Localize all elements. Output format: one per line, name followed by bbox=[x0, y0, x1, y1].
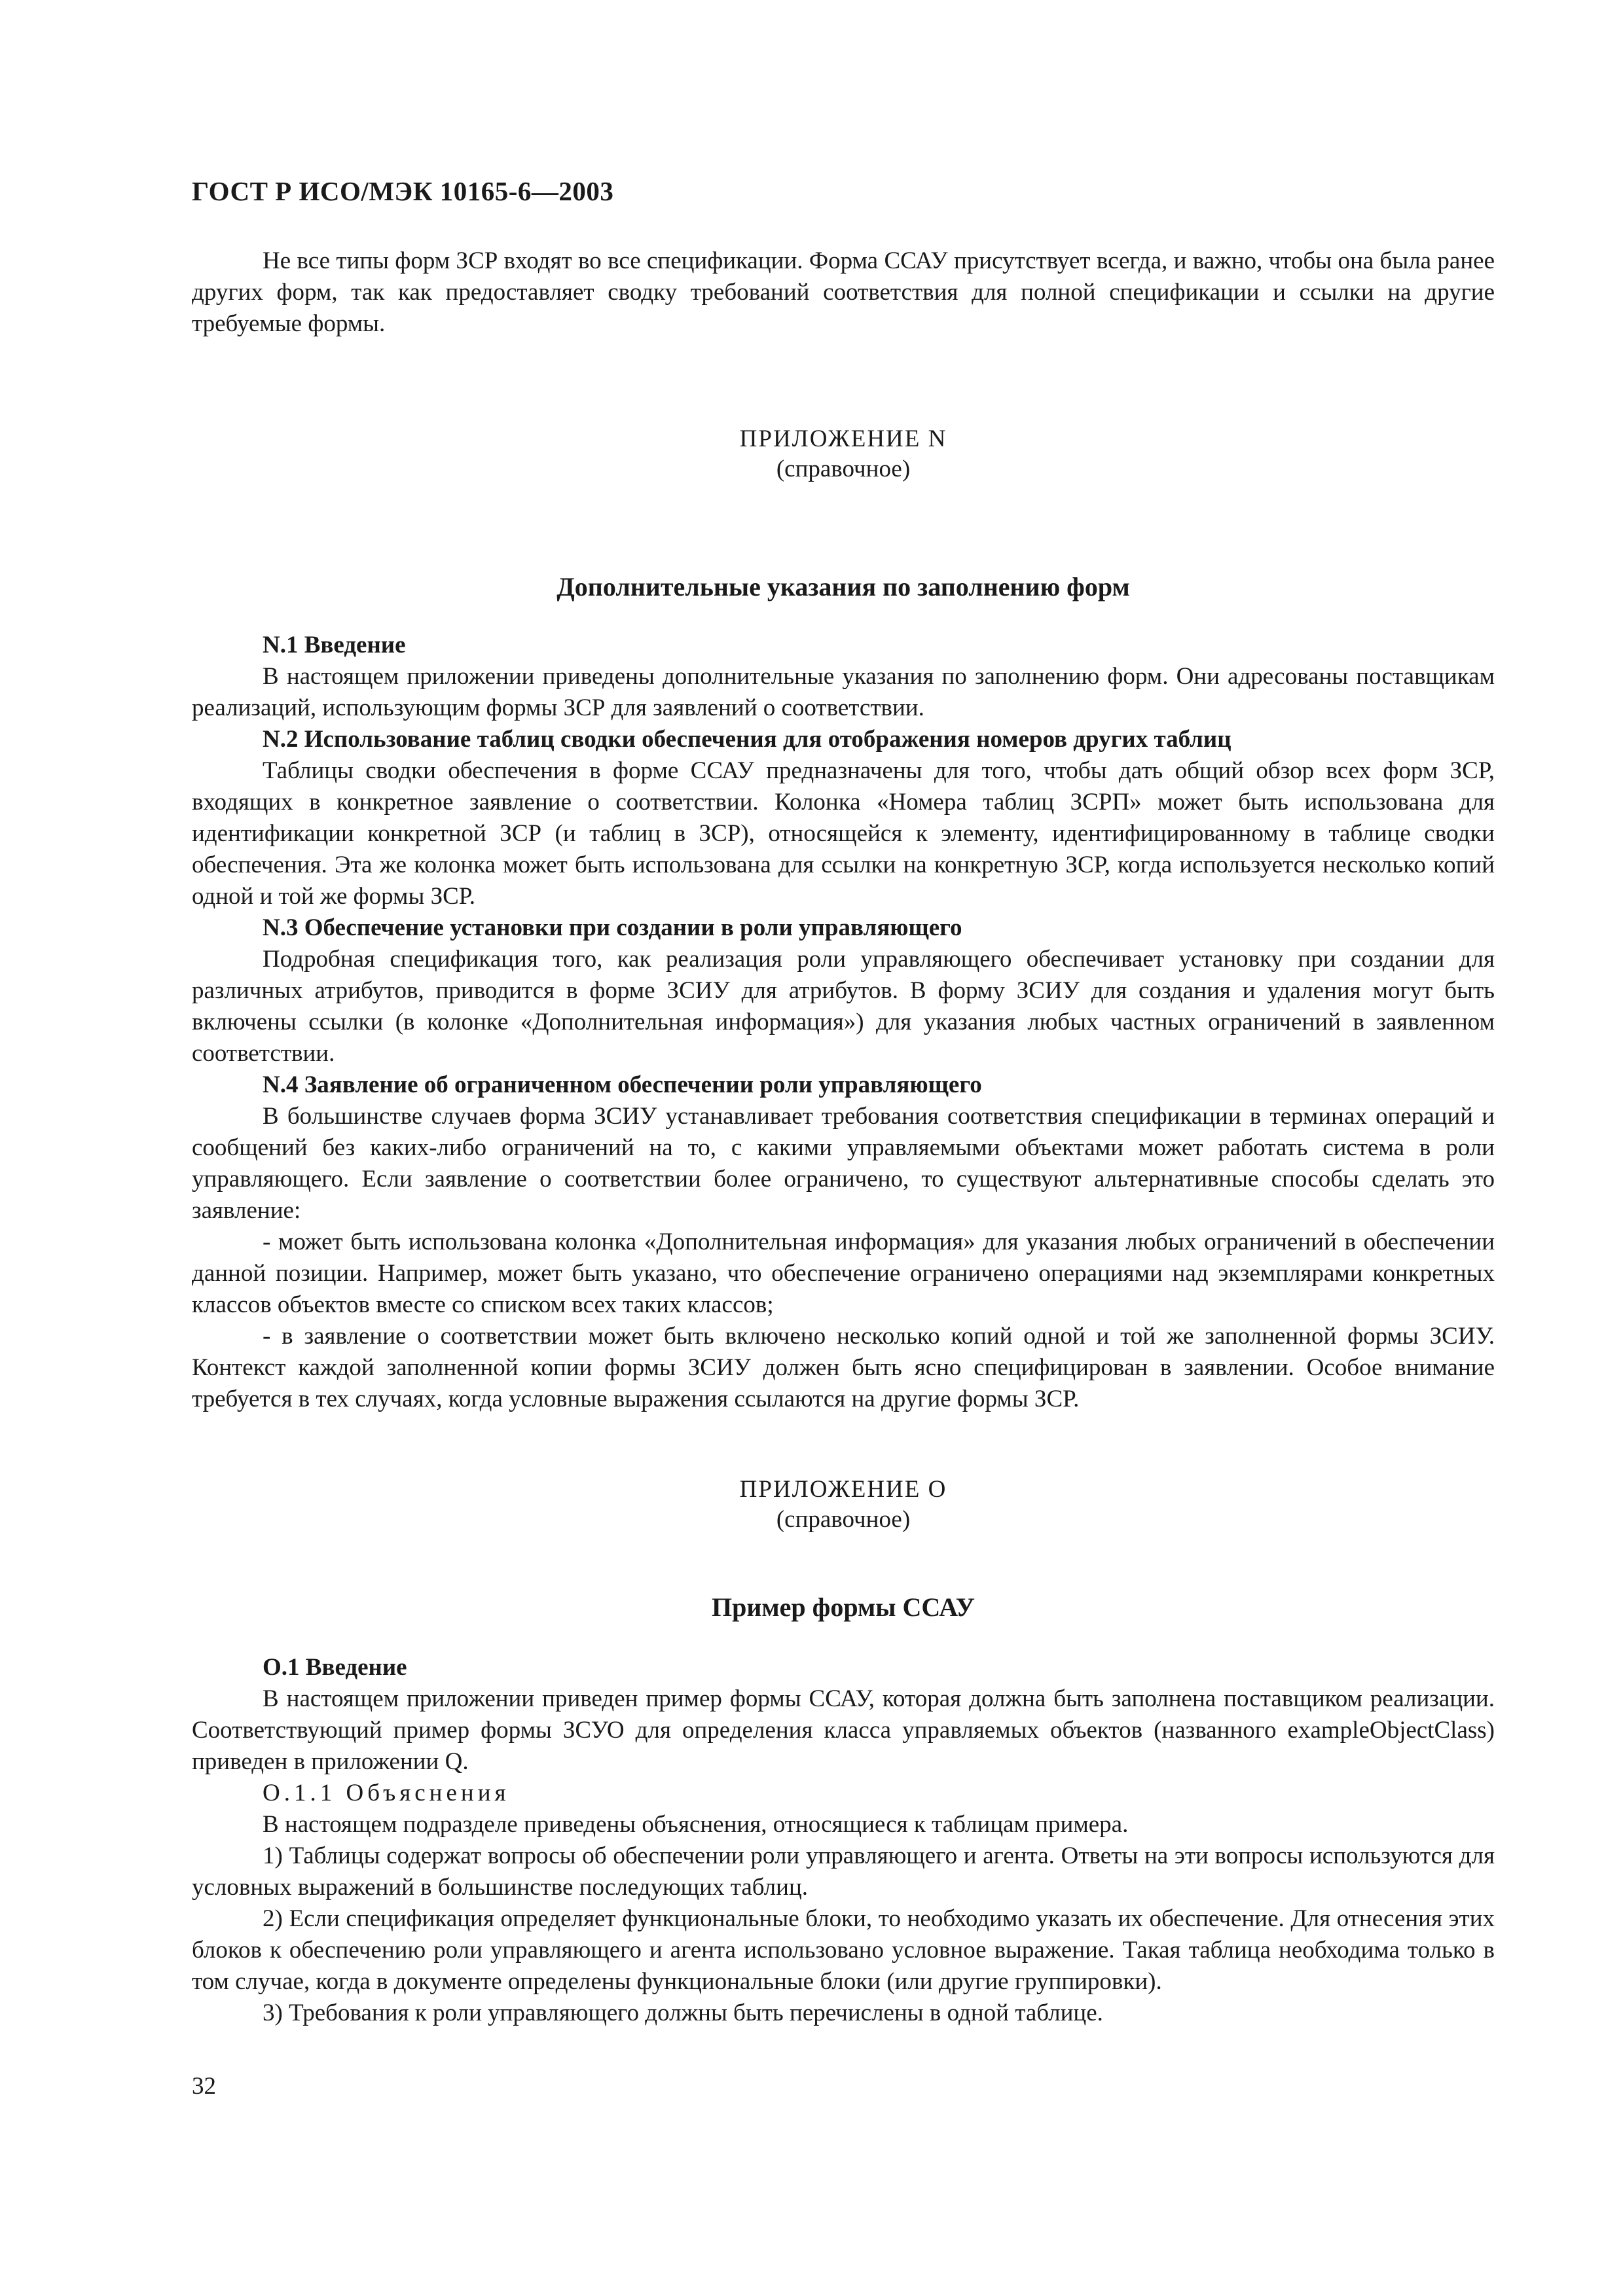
section-o1-text: В настоящем приложении приведен пример формы ССАУ, которая должна быть заполнена поставщиком реализации. Соответствующий пример формы ЗСУО для определения класса управляемых объектов (названного exampleObjectClass) приведен в приложении Q. bbox=[192, 1685, 1495, 1775]
appendix-o-title: ПРИЛОЖЕНИЕ O bbox=[739, 1476, 947, 1503]
appendix-o-body bbox=[192, 1652, 1495, 2029]
appendix-n-body bbox=[192, 630, 1495, 1415]
appendix-n-title-block bbox=[192, 424, 1495, 484]
section-n4-list-item-1: - может быть использована колонка «Дополнительная информация» для указания любых ограничений в обеспечении данной позиции. Например, может быть указано, что обеспечение ограничено операциями над экземплярами конкретных классов объектов вместе со списком всех таких классов; bbox=[192, 1229, 1495, 1318]
document-id-header: ГОСТ Р ИСО/МЭК 10165-6—2003 bbox=[192, 176, 614, 206]
section-n3-title: N.3 Обеспечение установки при создании в роли управляющего bbox=[263, 914, 962, 941]
section-o11-item-3: 3) Требования к роли управляющего должны быть перечислены в одной таблице. bbox=[263, 2000, 1103, 2026]
section-n4-title: N.4 Заявление об ограниченном обеспечении роли управляющего bbox=[263, 1071, 982, 1098]
section-n2-text: Таблицы сводки обеспечения в форме ССАУ предназначены для того, чтобы дать общий обзор всех форм ЗСР, входящих в конкретное заявление о соответствии. Колонка «Номера таблиц ЗСРП» может быть использована для идентификации конкретной ЗСР (и таблиц в ЗСР), относящейся к элементу, идентифицированному в таблице сводки обеспечения. Эта же колонка может быть использована для ссылки на конкретную ЗСР, когда используется несколько копий одной и той же формы ЗСР. bbox=[192, 757, 1495, 910]
intro-paragraph: Не все типы форм ЗСР входят во все спецификации. Форма ССАУ присутствует всегда, и важно, чтобы она была ранее других форм, так как предоставляет сводку требований соответствия для полной спецификации и ссылки на другие требуемые формы. bbox=[192, 247, 1495, 337]
appendix-o-kind: (справочное) bbox=[776, 1506, 911, 1533]
section-o11-item-1: 1) Таблицы содержат вопросы об обеспечении роли управляющего и агента. Ответы на эти вопросы используются для условных выражений в большинстве последующих таблиц. bbox=[192, 1842, 1495, 1901]
section-o11-title: O.1.1 Объяснения bbox=[263, 1780, 510, 1806]
section-n1-text: В настоящем приложении приведены дополнительные указания по заполнению форм. Они адресованы поставщикам реализаций, использующим формы ЗСР для заявлений о соответствии. bbox=[192, 663, 1495, 721]
appendix-o-heading: Пример формы ССАУ bbox=[712, 1592, 975, 1622]
appendix-o-heading-block bbox=[192, 1592, 1495, 1623]
appendix-n-kind: (справочное) bbox=[776, 456, 911, 482]
section-o11-item-2: 2) Если спецификация определяет функциональные блоки, то необходимо указать их обеспечение. Для отнесения этих блоков к обеспечению роли управляющего и агента использовано условное выражение. Такая таблица необходима только в том случае, когда в документе определены функциональные блоки (или другие группировки). bbox=[192, 1905, 1495, 1995]
appendix-n-heading: Дополнительные указания по заполнению форм bbox=[556, 572, 1130, 601]
appendix-n-title: ПРИЛОЖЕНИЕ N bbox=[739, 425, 947, 452]
appendix-o-title-block bbox=[192, 1475, 1495, 1535]
section-n4-text: В большинстве случаев форма ЗСИУ устанавливает требования соответствия спецификации в терминах операций и сообщений без каких-либо ограничений на то, с какими управляемыми объектами может работать система в роли управляющего. Если заявление о соответствии более ограничено, то существуют альтернативные способы сделать это заявление: bbox=[192, 1103, 1495, 1224]
page-number: 32 bbox=[192, 2073, 216, 2100]
section-n4-list-item-2: - в заявление о соответствии может быть включено несколько копий одной и той же заполненной формы ЗСИУ. Контекст каждой заполненной копии формы ЗСИУ должен быть ясно специфицирован в заявлении. Особое внимание требуется в тех случаях, когда условные выражения ссылаются на другие формы ЗСР. bbox=[192, 1323, 1495, 1412]
section-n3-text: Подробная спецификация того, как реализация роли управляющего обеспечивает установку при создании для различных атрибутов, приводится в форме ЗСИУ для атрибутов. В форму ЗСИУ для создания и удаления могут быть включены ссылки (в колонке «Дополнительная информация») для указания любых частных ограничений в заявленном соответствии. bbox=[192, 946, 1495, 1067]
intro-section bbox=[192, 245, 1495, 340]
section-o11-text: В настоящем подразделе приведены объяснения, относящиеся к таблицам примера. bbox=[263, 1811, 1129, 1838]
section-o1-title: O.1 Введение bbox=[263, 1654, 407, 1681]
section-n1-title: N.1 Введение bbox=[263, 632, 406, 658]
section-n2-title: N.2 Использование таблиц сводки обеспечения для отображения номеров других таблиц bbox=[263, 726, 1231, 753]
appendix-n-heading-block bbox=[192, 571, 1495, 602]
